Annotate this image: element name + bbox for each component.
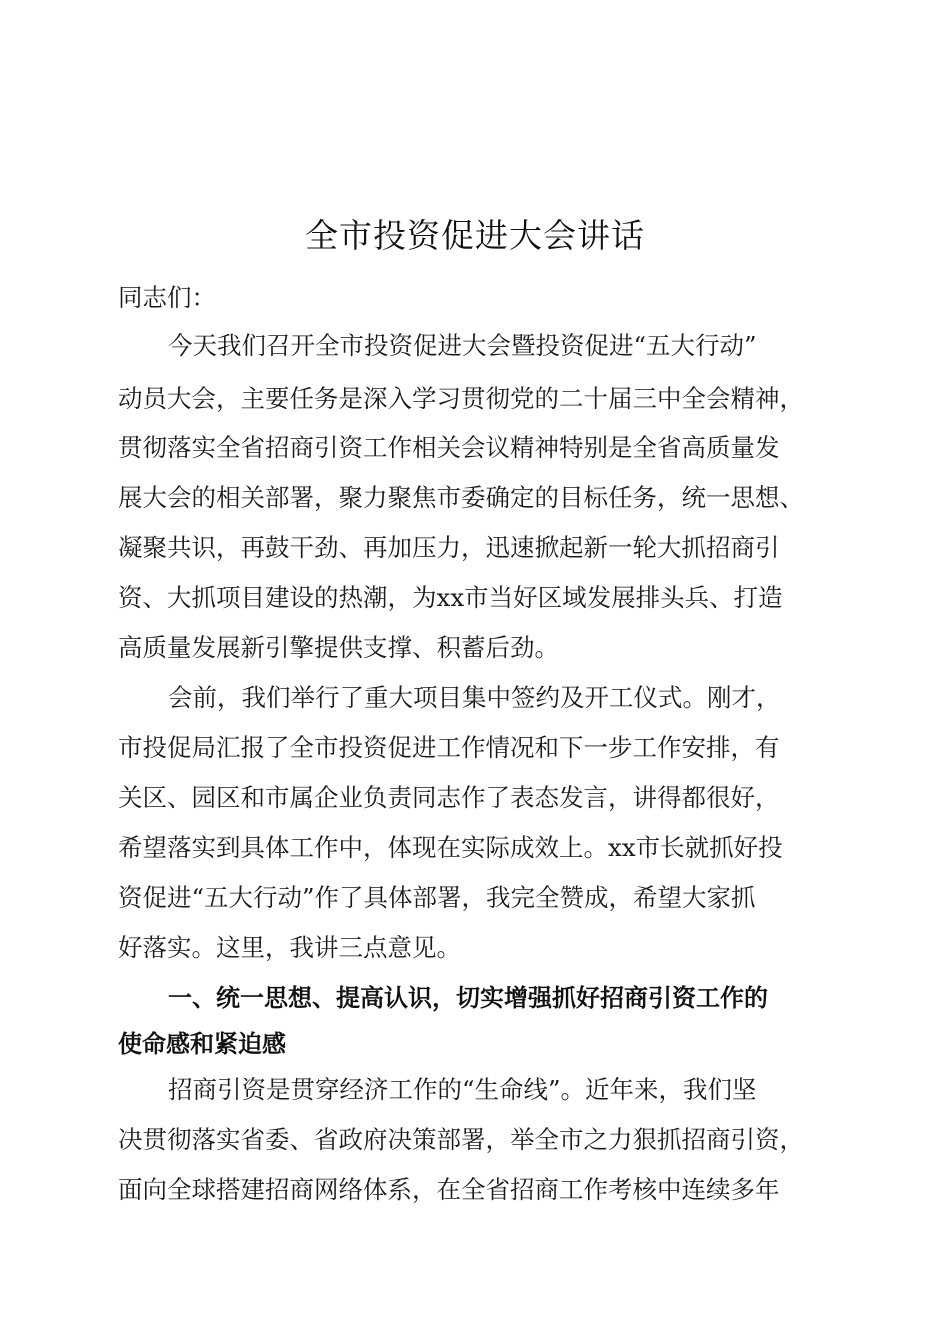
paragraph-3-line-2: 决贯彻落实省委、省政府决策部署，举全市之力狠抓招商引资， bbox=[118, 1125, 804, 1154]
paragraph-2-line-6: 好落实。这里，我讲三点意见。 bbox=[118, 933, 461, 962]
section-heading-1-line-2: 使命感和紧迫感 bbox=[118, 1030, 286, 1058]
paragraph-2-line-2: 市投促局汇报了全市投资促进工作情况和下一步工作安排，有 bbox=[118, 733, 780, 762]
paragraph-1-line-7: 高质量发展新引擎提供支撑、积蓄后劲。 bbox=[118, 633, 559, 662]
paragraph-3-line-3: 面向全球搭建招商网络体系，在全省招商工作考核中连续多年 bbox=[118, 1175, 780, 1204]
paragraph-1-line-2: 动员大会，主要任务是深入学习贯彻党的二十届三中全会精神， bbox=[118, 384, 804, 413]
paragraph-2-line-3: 关区、园区和市属企业负责同志作了表态发言，讲得都很好， bbox=[118, 783, 780, 812]
paragraph-1-line-5: 凝聚共识，再鼓干劲、再加压力，迅速掀起新一轮大抓招商引 bbox=[118, 533, 780, 562]
paragraph-1-line-3: 贯彻落实全省招商引资工作相关会议精神特别是全省高质量发 bbox=[118, 433, 780, 462]
paragraph-1-line-6: 资、大抓项目建设的热潮，为xx市当好区域发展排头兵、打造 bbox=[118, 583, 783, 612]
salutation: 同志们： bbox=[118, 283, 216, 312]
paragraph-1-line-4: 展大会的相关部署，聚力聚焦市委确定的目标任务，统一思想、 bbox=[118, 483, 804, 512]
paragraph-2-line-1: 会前，我们举行了重大项目集中签约及开工仪式。刚才， bbox=[168, 683, 781, 712]
paragraph-3-line-1: 招商引资是贯穿经济工作的“生命线”。近年来，我们坚 bbox=[168, 1075, 757, 1104]
section-heading-1-line-1: 一、统一思想、提高认识，切实增强抓好招商引资工作的 bbox=[168, 984, 768, 1012]
document-title: 全市投资促进大会讲话 bbox=[305, 216, 645, 255]
paragraph-2-line-4: 希望落实到具体工作中，体现在实际成效上。xx市长就抓好投 bbox=[118, 833, 783, 862]
paragraph-1-line-1: 今天我们召开全市投资促进大会暨投资促进“五大行动” bbox=[168, 331, 757, 360]
paragraph-2-line-5: 资促进“五大行动”作了具体部署，我完全赞成，希望大家抓 bbox=[118, 883, 756, 912]
